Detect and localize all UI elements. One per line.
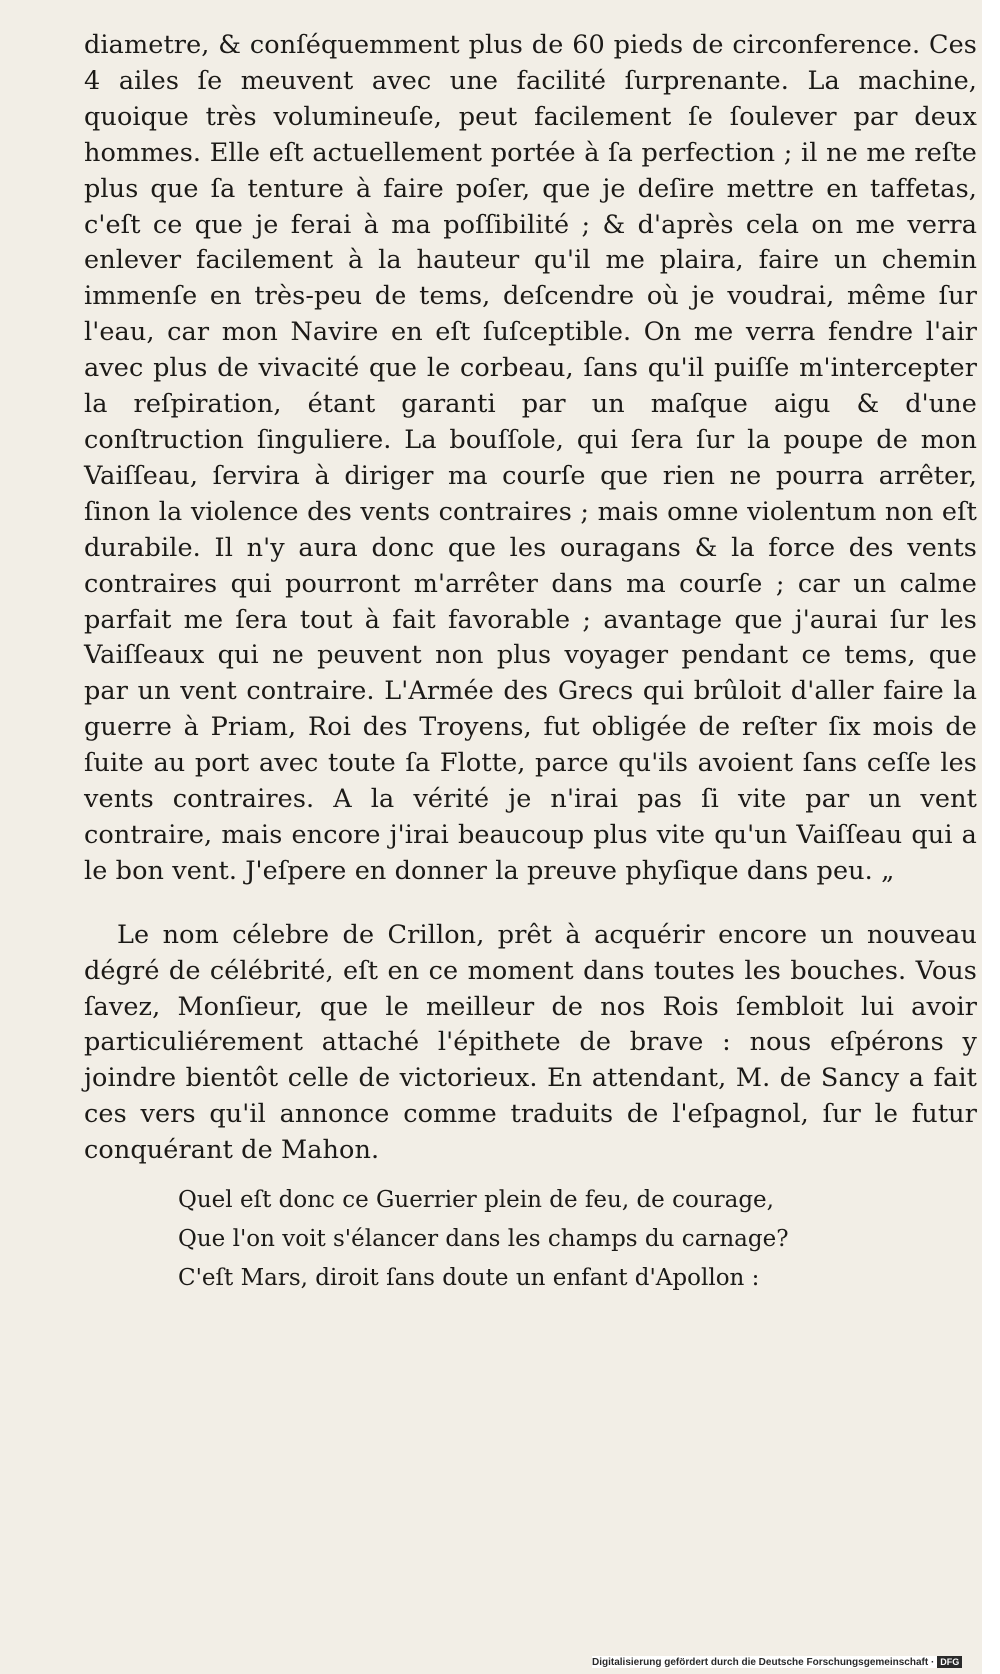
footer-credit: Digitalisierung gefördert durch die Deutsche Forschungsgemeinschaft · bbox=[592, 1657, 935, 1668]
verse-line-1: Quel eſt donc ce Guerrier plein de feu, de courage, bbox=[178, 1187, 774, 1214]
text-block bbox=[84, 28, 977, 1298]
verse-line-2: Que l'on voit s'élancer dans les champs du carnage? bbox=[178, 1226, 789, 1253]
paragraph-1: diametre, & conſéquemment plus de 60 pieds de circonference. Ces 4 ailes ſe meuvent avec une facilité ſurprenante. La machine, quoique très volumineuſe, peut facilement ſe ſoulever par deux hommes. Elle eſt actuellement portée à ſa perfection ; il ne me reſte plus que ſa tenture à faire poſer, que je deſire mettre en taffetas, c'eſt ce que je ferai à ma poſſibilité ; & d'après cela on me verra enlever facilement à la hauteur qu'il me plaira, faire un chemin immenſe en très-peu de tems, deſcendre où je voudrai, même ſur l'eau, car mon Navire en eſt ſuſceptible. On me verra fendre l'air avec plus de vivacité que le corbeau, ſans qu'il puiſſe m'intercepter la reſpiration, étant garanti par un maſque aigu & d'une conſtruction ſinguliere. La bouſſole, qui ſera ſur la poupe de mon Vaiſſeau, ſervira à diriger ma courſe que rien ne pourra arrêter, ſinon la violence des vents contraires ; mais omne violentum non eſt durabile. Il n'y aura donc que les ouragans & la force des vents contraires qui pourront m'arrêter dans ma courſe ; car un calme parfait me ſera tout à fait favorable ; avantage que j'aurai ſur les Vaiſſeaux qui ne peuvent non plus voyager pendant ce tems, que par un vent contraire. L'Armée des Grecs qui brûloit d'aller faire la guerre à Priam, Roi des Troyens, fut obligée de reſter ſix mois de ſuite au port avec toute ſa Flotte, parce qu'ils avoient ſans ceſſe les vents contraires. A la vérité je n'irai pas ſi vite par un vent contraire, mais encore j'irai beaucoup plus vite qu'un Vaiſſeau qui a le bon vent. J'eſpere en donner la preuve phyſique dans peu. „ bbox=[84, 30, 977, 886]
verse bbox=[178, 1181, 977, 1298]
paragraph-2: Le nom célebre de Crillon, prêt à acquérir encore un nouveau dégré de célébrité, eſt en ce moment dans toutes les bouches. Vous ſavez, Monſieur, que le meilleur de nos Rois ſembloit lui avoir particuliérement attaché l'épithete de brave : nous eſpérons y joindre bientôt celle de victorieux. En attendant, M. de Sancy a fait ces vers qu'il annonce comme traduits de l'eſpagnol, ſur le futur conquérant de Mahon. bbox=[84, 919, 977, 1166]
dfg-logo-icon: DFG bbox=[937, 1656, 962, 1668]
page-gutter bbox=[982, 0, 1000, 1674]
digitization-footer bbox=[592, 1656, 962, 1668]
verse-line-3: C'eſt Mars, diroit ſans doute un enfant d'Apollon : bbox=[178, 1265, 760, 1292]
